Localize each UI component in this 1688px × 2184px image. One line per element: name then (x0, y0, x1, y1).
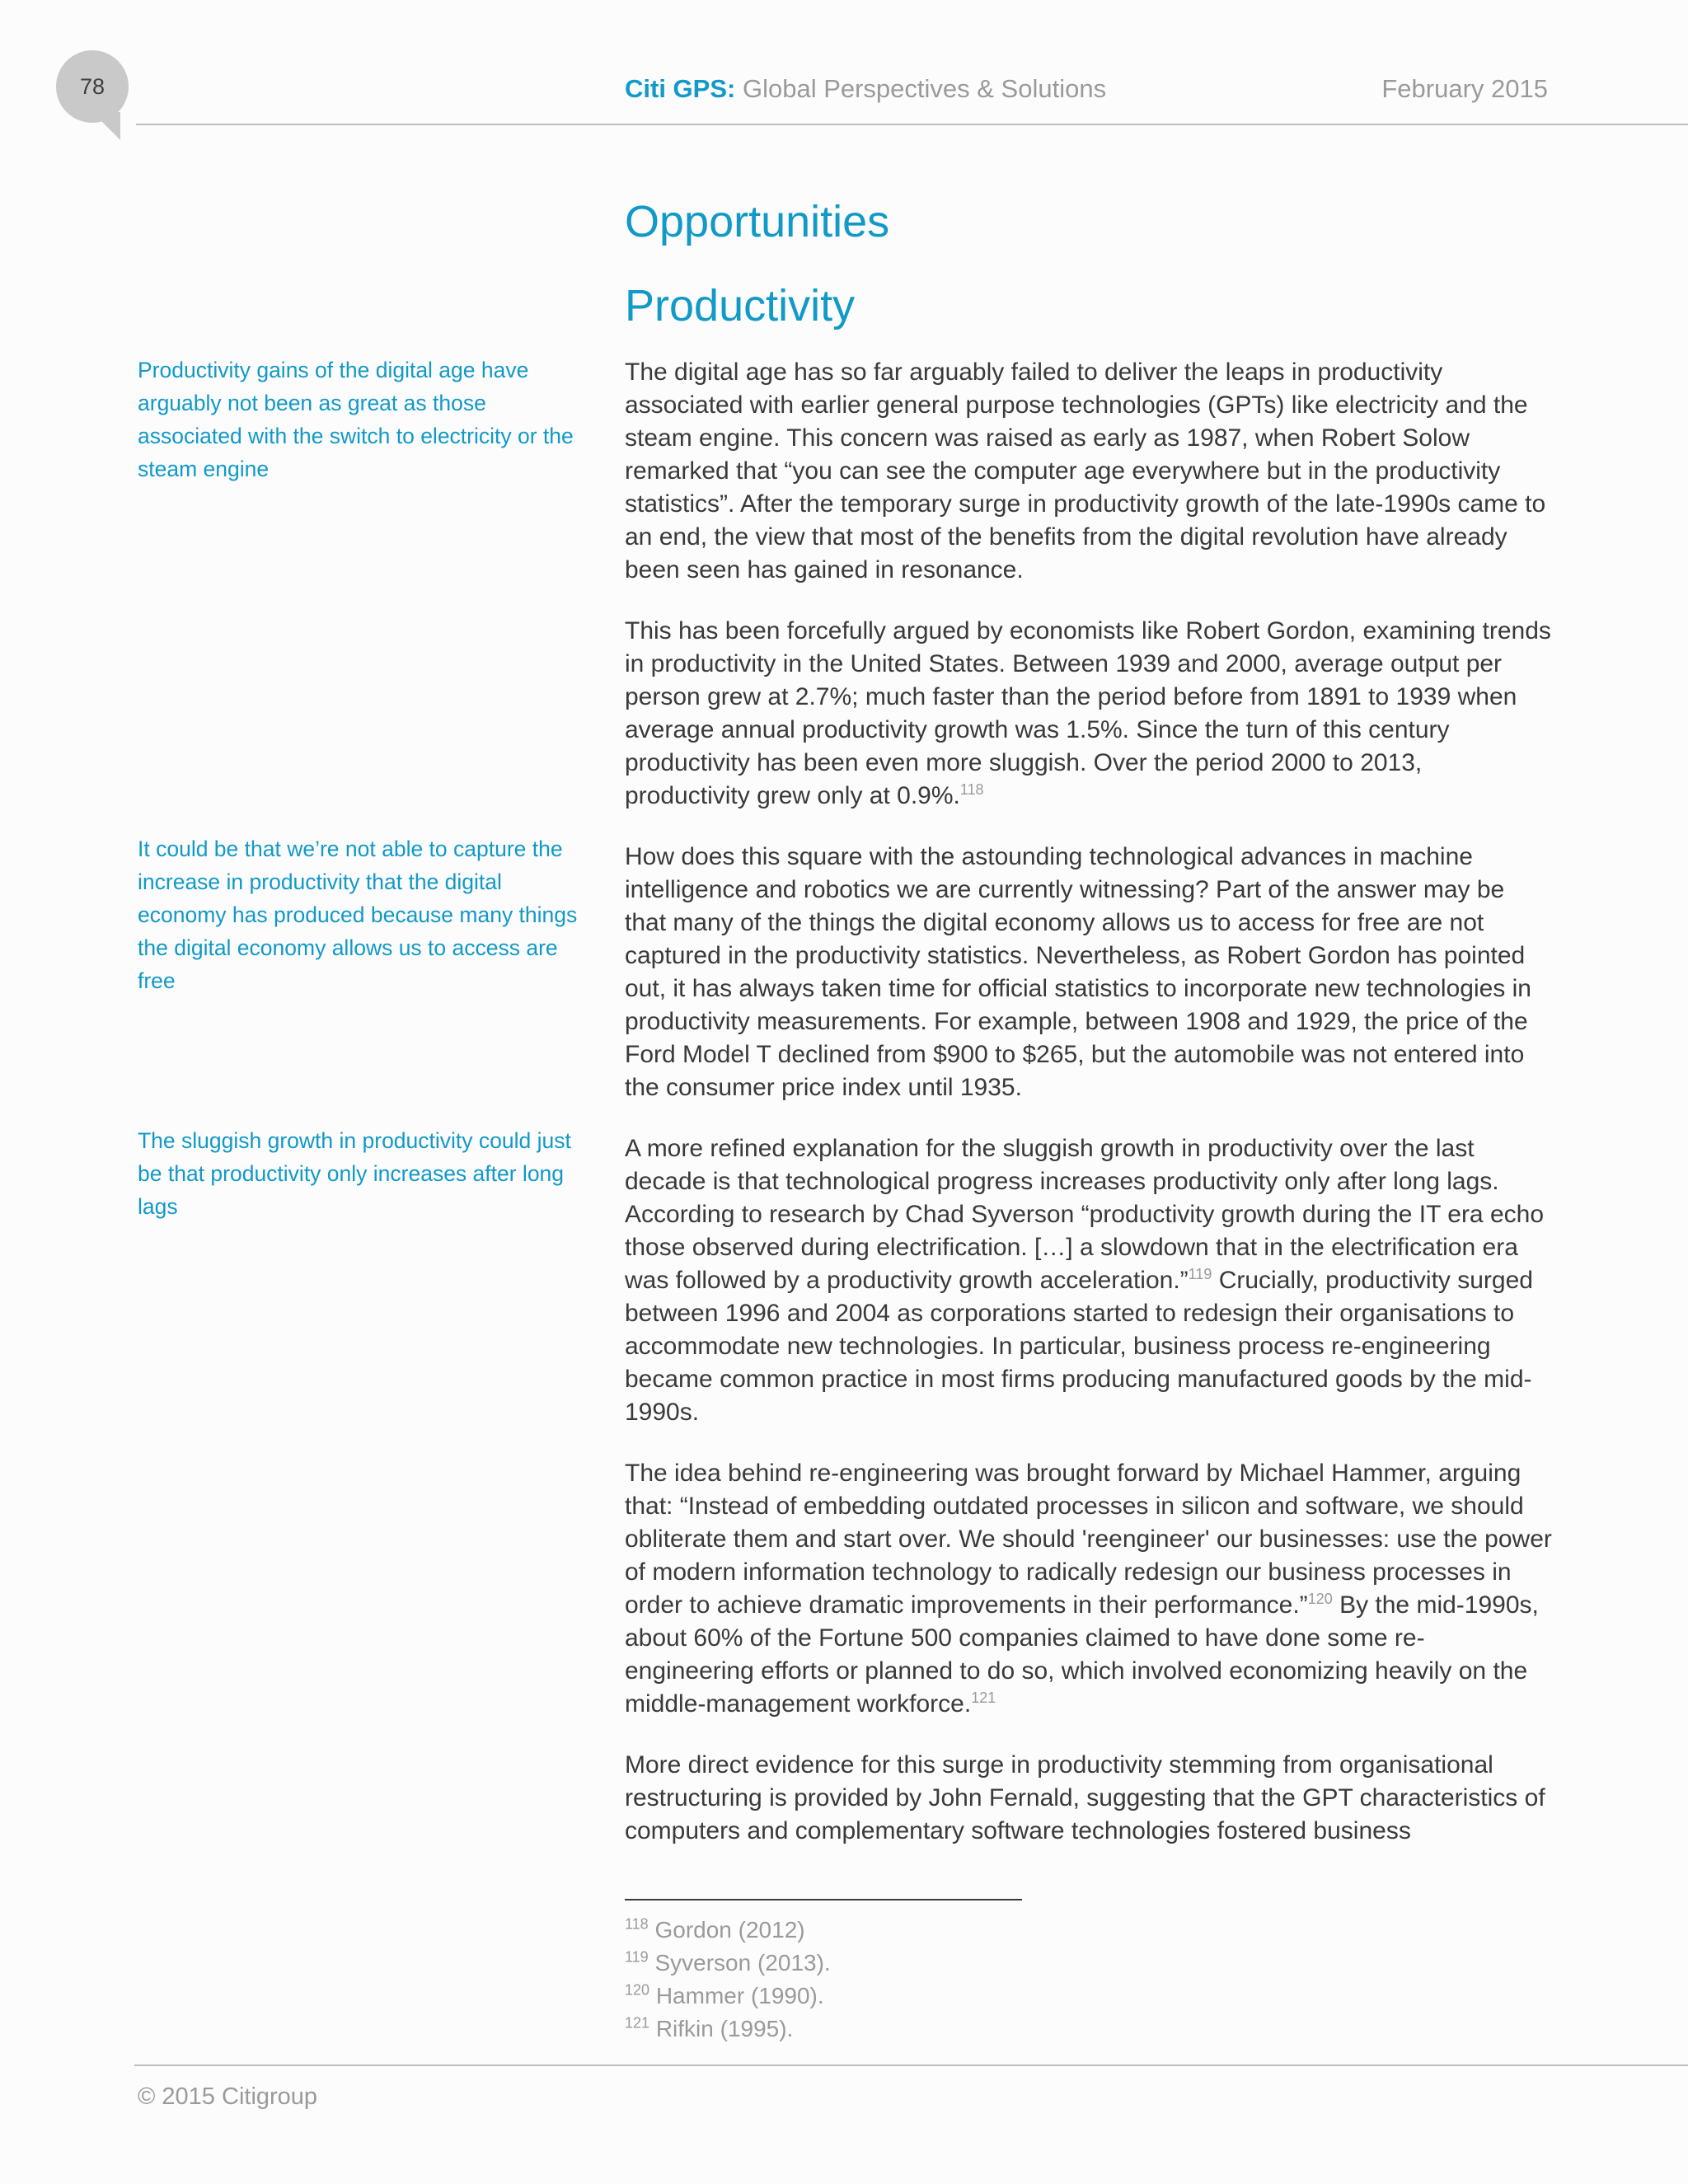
footnote-text: Rifkin (1995). (655, 2016, 794, 2041)
header-date: February 2015 (1381, 74, 1548, 103)
footnote-number: 120 (625, 1981, 650, 1999)
footnote-ref-121: 121 (971, 1690, 996, 1706)
footnote-divider (625, 1899, 1022, 1900)
paragraph-5-text-a: The idea behind re-engineering was brought forward by Michael Hammer, arguing that: “Instead of embedding outdated processes in silicon and software, we should obliterate them and start over. We should 'reengineer' our businesses: use the power of modern information technology to radically redesign our business processes in order to achieve dramatic improvements in their performance.” (625, 1460, 1552, 1619)
footnote-number: 119 (625, 1948, 649, 1966)
paragraph-5 (625, 1457, 1552, 1721)
paragraph-6: More direct evidence for this surge in productivity stemming from organisational restructuring is provided by John Fernald, suggesting that the GPT characteristics of computers and complementary software technologies fostered business (625, 1751, 1545, 1844)
header-divider (136, 124, 1688, 125)
paragraph-1: The digital age has so far arguably failed to deliver the leaps in productivity associated with earlier general purpose technologies (GPTs) like electricity and the steam engine. This concern was raised as early as 1987, when Robert Solow remarked that “you can see the computer age everywhere but in the productivity statistics”. After the temporary surge in productivity growth of the late-1990s came to an end, the view that most of the benefits from the digital revolution have already been seen has gained in resonance. (625, 359, 1546, 583)
footer-divider (134, 2064, 1688, 2066)
sidenote-2: It could be that we’re not able to capture the increase in productivity that the digital economy has produced because many things the digital economy allows us to access are free (138, 837, 578, 993)
brand-name: Citi GPS: (625, 74, 736, 103)
body-text (625, 356, 1552, 1876)
footnote-text: Hammer (1990). (655, 1983, 824, 2008)
footnote-text: Syverson (2013). (654, 1950, 831, 1975)
footnotes (625, 1914, 831, 2046)
sub-title: Productivity (625, 281, 856, 330)
paragraph-2 (625, 615, 1552, 813)
footnote-number: 118 (625, 1915, 649, 1933)
footnote-118 (625, 1914, 831, 1947)
badge-tail (92, 112, 120, 140)
paragraph-4 (625, 1132, 1552, 1429)
footnote-119 (625, 1947, 831, 1980)
footer-copyright: © 2015 Citigroup (138, 2083, 318, 2110)
paragraph-5-text-b: By the mid-1990s, about 60% of the Fortune 500 companies claimed to have done some re-engineering efforts or planned to do so, which involved economizing heavily on the middle-management workforce. (625, 1591, 1539, 1718)
paragraph-4-text-b: Crucially, productivity surged between 1996 and 2004 as corporations started to redesign their organisations to accommodate new technologies. In particular, business process re-engineering became common practice in most firms producing manufactured goods by the mid-1990s. (625, 1267, 1533, 1426)
footnote-121 (625, 2013, 831, 2046)
sidenote-1: Productivity gains of the digital age have arguably not been as great as those associated with the switch to electricity or the steam engine (138, 358, 574, 481)
footnote-text: Gordon (2012) (654, 1917, 805, 1943)
footnote-number: 121 (625, 2014, 650, 2032)
sidenote-3: The sluggish growth in productivity could just be that productivity only increases after long lags (138, 1128, 571, 1219)
paragraph-2-text: This has been forcefully argued by economists like Robert Gordon, examining trends in productivity in the United States. Between 1939 and 2000, average output per person grew at 2.7%; much faster than the period before from 1891 to 1939 when average annual productivity growth was 1.5%. Since the turn of this century productivity has been even more sluggish. Over the period 2000 to 2013, productivity grew only at 0.9%. (625, 617, 1551, 809)
footnote-ref-119: 119 (1188, 1266, 1212, 1282)
brand-tagline: Global Perspectives & Solutions (742, 74, 1107, 103)
footnote-ref-118: 118 (959, 781, 984, 798)
section-title: Opportunities (625, 197, 890, 246)
header-brand (625, 74, 1106, 104)
footnote-ref-120: 120 (1307, 1591, 1333, 1607)
footnote-120 (625, 1980, 831, 2013)
page-number: 78 (79, 73, 106, 99)
paragraph-4-text-a: A more refined explanation for the sluggish growth in productivity over the last decade is that technological progress increases productivity only after long lags. According to research by Chad Syverson “productivity growth during the IT era echo those observed during electrification. […] a slowdown that in the electrification era was followed by a productivity growth acceleration.” (625, 1135, 1545, 1294)
paragraph-3: How does this square with the astounding technological advances in machine intelligence and robotics we are currently witnessing? Part of the answer may be that many of the things the digital economy allows us to access for free are not captured in the productivity statistics. Nevertheless, as Robert Gordon has pointed out, it has always taken time for official statistics to incorporate new technologies in productivity measurements. For example, between 1908 and 1929, the price of the Ford Model T declined from $900 to $265, but the automobile was not entered into the consumer price index until 1935. (625, 843, 1531, 1101)
